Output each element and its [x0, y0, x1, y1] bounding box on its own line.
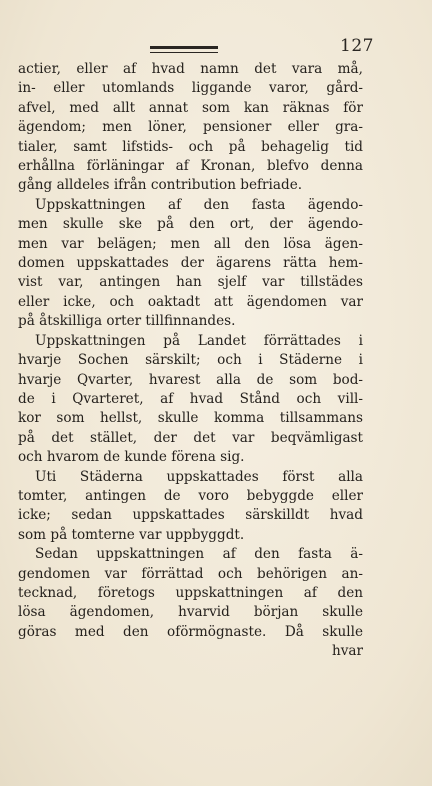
text-line: Uppskattningen på Landet förrättades i — [35, 332, 363, 349]
text-line: erhållna förläningar af Kronan, blefvo denna — [18, 158, 363, 175]
header-rule — [150, 46, 218, 49]
text-line: som på tomterne var uppbyggdt. — [18, 526, 245, 543]
text-line: men var belägen; men all den lösa ägen- — [18, 235, 363, 252]
text-line: afvel, med allt annat som kan räknas för — [18, 99, 363, 116]
text-line: tomter, antingen de voro bebyggde eller — [18, 487, 363, 504]
text-line: eller icke, och oaktadt att ägendomen var — [18, 293, 363, 310]
text-line: göras med den oförmögnaste. Då skulle — [18, 623, 363, 640]
text-line: Sedan uppskattningen af den fasta ä- — [35, 546, 363, 563]
text-line: actier, eller af hvad namn det vara må, — [18, 61, 363, 77]
text-line: tecknad, företogs uppskattningen af den — [18, 584, 363, 601]
text-line: domen uppskattades der ägarens rätta hem- — [18, 255, 363, 272]
text-line: gendomen var förrättad och behörigen an- — [18, 565, 363, 582]
text-line: ägendom; men löner, pensioner eller gra- — [18, 119, 363, 136]
text-line: hvarje Qvarter, hvarest alla de som bod- — [18, 371, 363, 388]
text-line: på det stället, der det var beqvämligast — [18, 429, 363, 446]
text-line: Uti Städerna uppskattades först alla — [35, 468, 363, 485]
text-line: de i Qvarteret, af hvad Stånd och vill- — [18, 390, 363, 407]
text-line: men skulle ske på den ort, der ägendo- — [18, 216, 363, 233]
text-line: gång alldeles ifrån contribution befriade. — [18, 177, 303, 194]
text-line: kor som hellst, skulle komma tillsammans — [18, 410, 363, 427]
text-line: lösa ägendomen, hvarvid början skulle — [18, 604, 363, 621]
text-line: och hvarom de kunde förena sig. — [18, 449, 245, 466]
text-line: på åtskilliga orter tillfinnandes. — [18, 313, 236, 330]
page-number: 127 — [340, 36, 374, 56]
text-line: hvar — [331, 643, 363, 660]
text-line: vist var, antingen han sjelf var tillstädes — [18, 274, 363, 291]
text-line: in- eller utomlands liggande varor, gård- — [18, 80, 363, 97]
text-line: hvarje Sochen särskilt; och i Städerne i — [18, 352, 363, 369]
text-line: tialer, samt lifstids- och på behagelig tid — [18, 138, 363, 155]
body-text — [18, 60, 363, 662]
text-line: icke; sedan uppskattades särskilldt hvad — [18, 507, 363, 524]
text-line: Uppskattningen af den fasta ägendo- — [35, 196, 363, 213]
